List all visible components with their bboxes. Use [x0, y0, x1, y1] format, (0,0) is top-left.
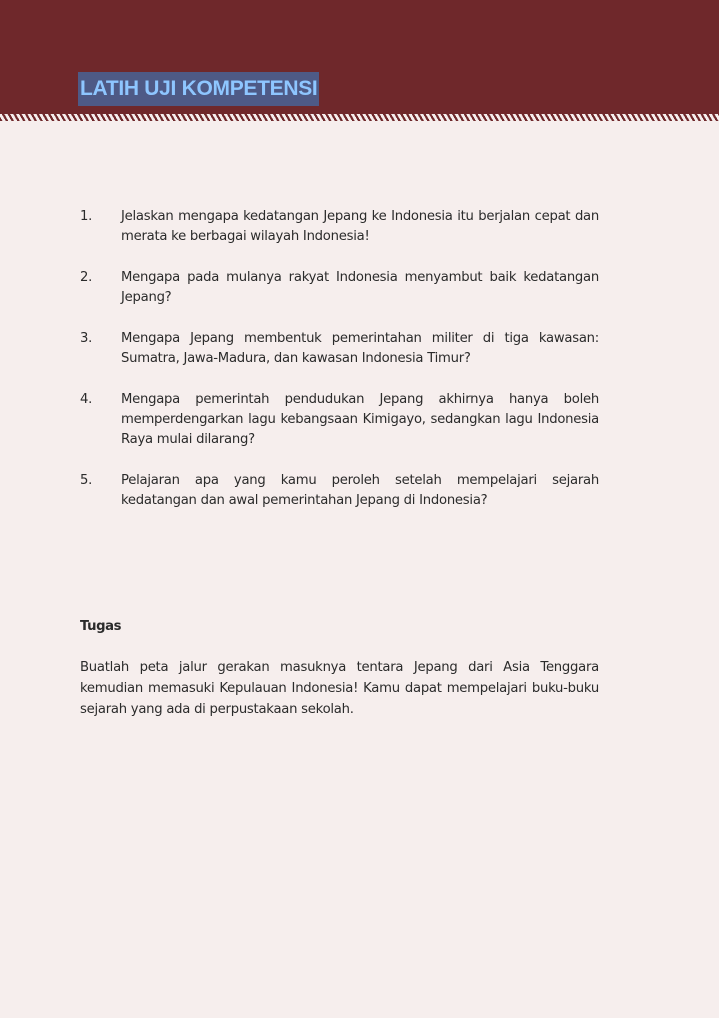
question-text: Pelajaran apa yang kamu peroleh setelah mempelajari sejarah kedatangan dan awal pemerintahan Jepang di Indonesia? — [121, 473, 599, 508]
question-number: 3. — [80, 331, 93, 346]
question-item — [80, 390, 599, 450]
question-item — [80, 329, 599, 369]
task-title: Tugas — [80, 619, 122, 634]
question-number: 2. — [80, 270, 93, 285]
question-number: 4. — [80, 392, 93, 407]
question-list — [80, 207, 599, 532]
task-body: Buatlah peta jalur gerakan masuknya tentara Jepang dari Asia Tenggara kemudian memasuki Kepulauan Indonesia! Kamu dapat mempelajari buku-buku sejarah yang ada di perpustakaan sekolah. — [80, 660, 599, 717]
question-item — [80, 268, 599, 308]
question-number: 5. — [80, 473, 93, 488]
question-text: Mengapa Jepang membentuk pemerintahan militer di tiga kawasan: Sumatra, Jawa-Madura, dan kawasan Indonesia Timur? — [121, 331, 599, 366]
header-fringe-border — [0, 113, 719, 121]
question-text: Jelaskan mengapa kedatangan Jepang ke Indonesia itu berjalan cepat dan merata ke berbagai wilayah Indonesia! — [121, 209, 599, 244]
question-number: 1. — [80, 209, 93, 224]
question-item — [80, 471, 599, 511]
section-title: LATIH UJI KOMPETENSI — [78, 72, 319, 106]
question-text: Mengapa pemerintah pendudukan Jepang akhirnya hanya boleh memperdengarkan lagu kebangsaan Kimigayo, sedangkan lagu Indonesia Raya mulai dilarang? — [121, 392, 599, 447]
question-item — [80, 207, 599, 247]
question-text: Mengapa pada mulanya rakyat Indonesia menyambut baik kedatangan Jepang? — [121, 270, 599, 305]
